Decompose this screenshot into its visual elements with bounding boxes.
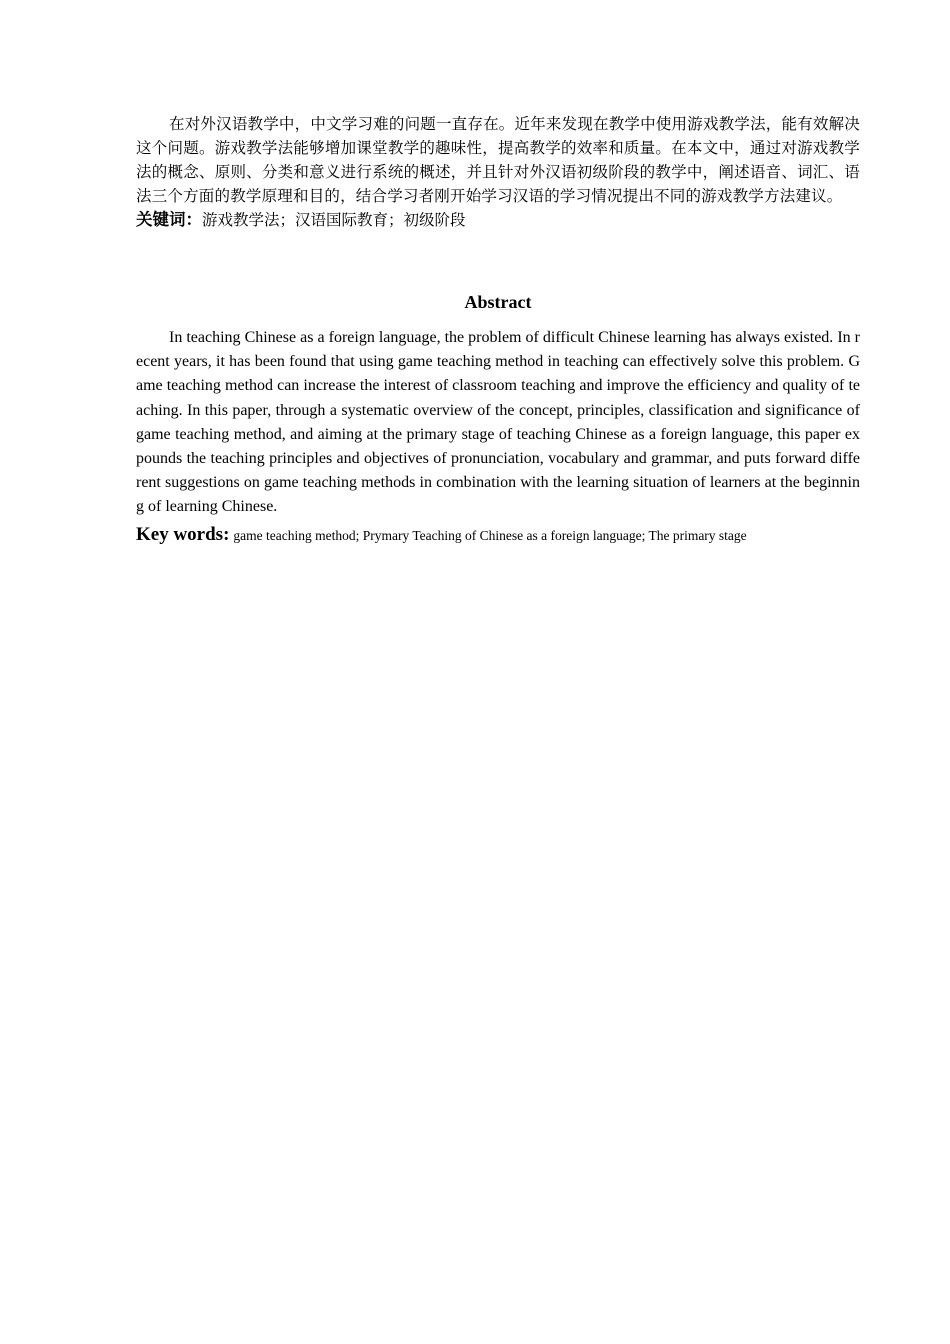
english-keywords-line <box>136 522 860 549</box>
chinese-abstract-body: 在对外汉语教学中，中文学习难的问题一直存在。近年来发现在教学中使用游戏教学法，能有效解决这个问题。游戏教学法能够增加课堂教学的趣味性，提高教学的效率和质量。在本文中，通过对游戏教学法的概念、原则、分类和意义进行系统的概述，并且针对外汉语初级阶段的教学中，阐述语音、词汇、语法三个方面的教学原理和目的，结合学习者刚开始学习汉语的学习情况提出不同的游戏教学方法建议。 <box>136 115 860 205</box>
chinese-keywords-line <box>136 208 860 232</box>
english-abstract-title: Abstract <box>464 292 532 312</box>
english-keywords-label: Key words: <box>136 523 230 545</box>
chinese-keywords-value: 游戏教学法；汉语国际教育；初级阶段 <box>202 211 466 229</box>
english-abstract-section <box>136 288 860 549</box>
english-abstract-body: In teaching Chinese as a foreign language, the problem of difficult Chinese learning has always existed. In recent years, it has been found that using game teaching method in teaching can effectively solve this problem. Game teaching method can increase the interest of classroom teaching and improve the efficiency and quality of teaching. In this paper, through a systematic overview of the concept, principles, classification and significance of game teaching method, and aiming at the primary stage of teaching Chinese as a foreign language, this paper expounds the teaching principles and objectives of pronunciation, vocabulary and grammar, and puts forward different suggestions on game teaching methods in combination with the learning situation of learners at the beginning of learning Chinese. <box>136 329 860 516</box>
chinese-keywords-label: 关键词： <box>136 210 202 229</box>
english-keywords-value: game teaching method; Prymary Teaching of Chinese as a foreign language; The primary stage <box>233 527 747 543</box>
document-page <box>136 112 860 549</box>
chinese-abstract-section <box>136 112 860 232</box>
